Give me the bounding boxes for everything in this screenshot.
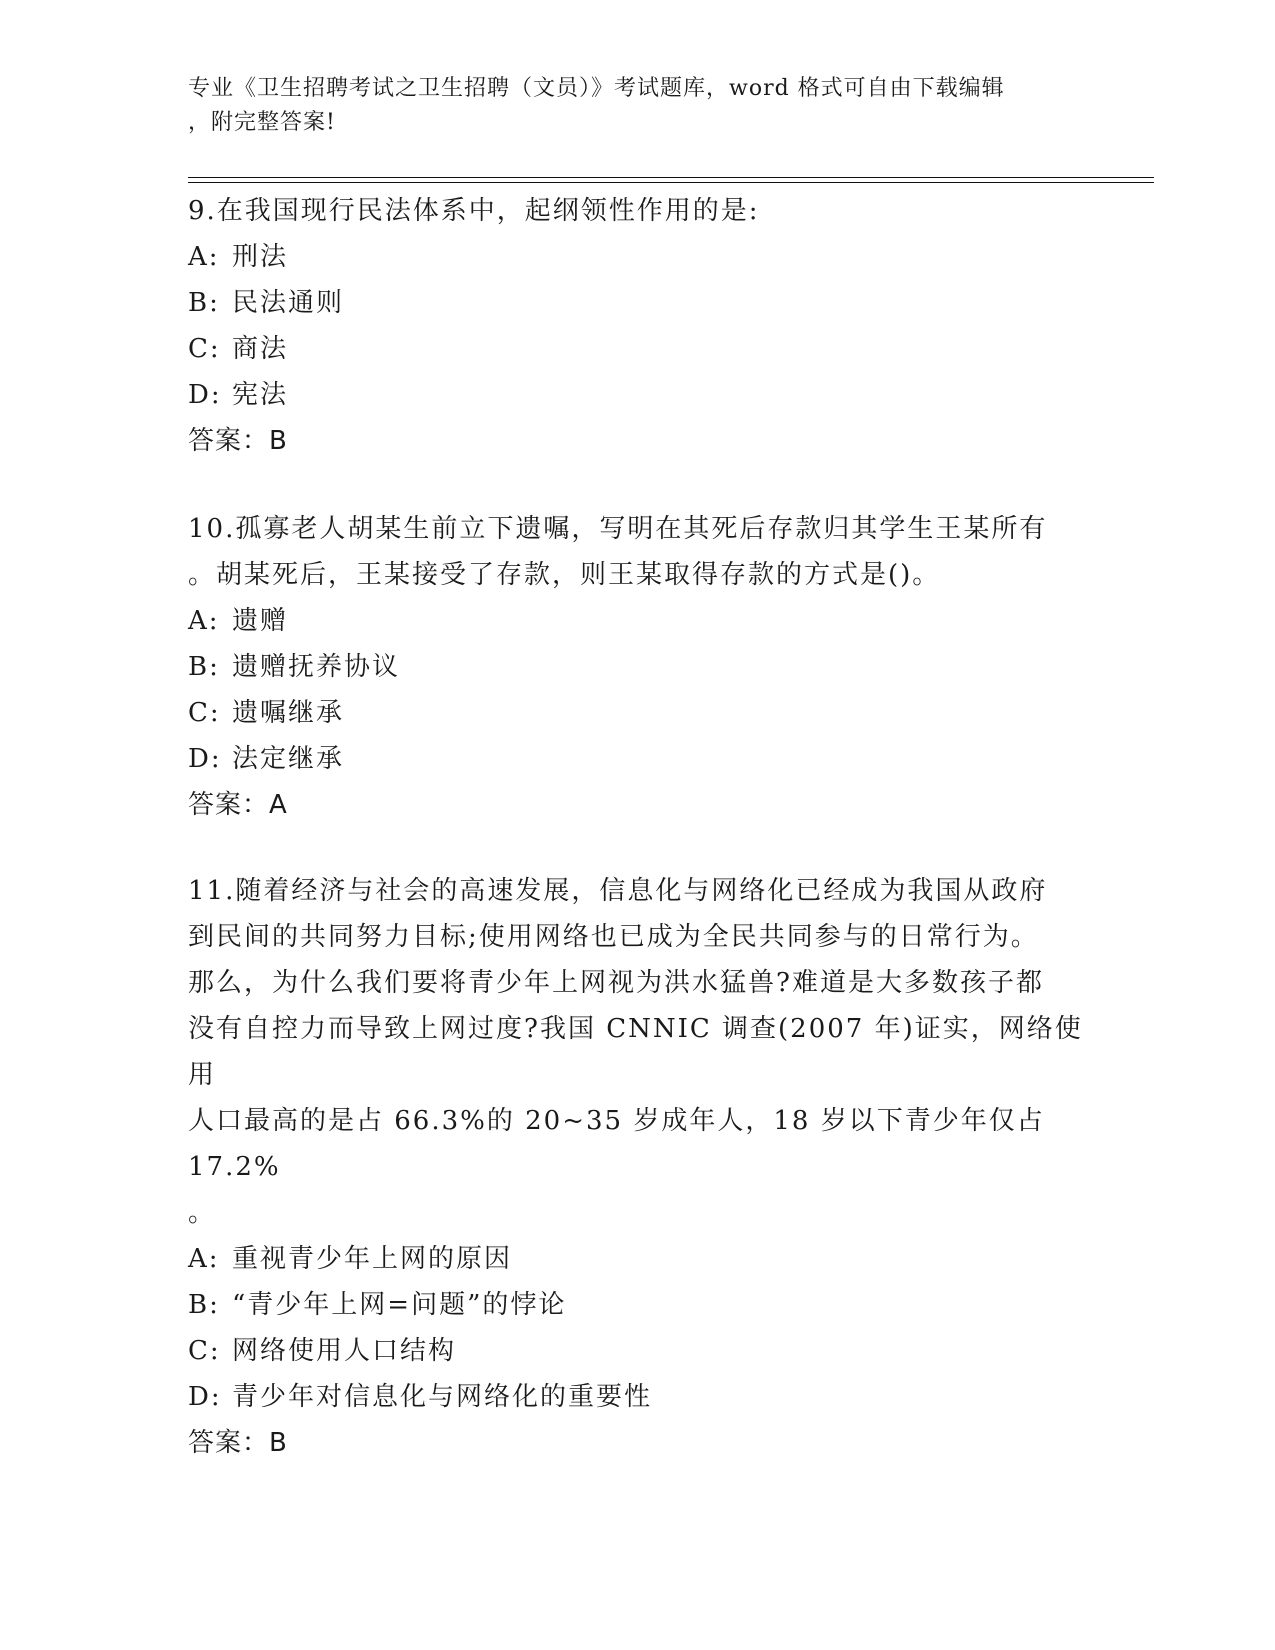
option-letter: B:: [188, 1290, 220, 1320]
header-divider-top: [188, 177, 1154, 178]
option-text: 青少年对信息化与网络化的重要性: [232, 1382, 653, 1412]
option-text: 重视青少年上网的原因: [232, 1244, 513, 1274]
option-letter: A:: [188, 1244, 220, 1274]
option-text: 刑法: [232, 242, 289, 272]
question-9: [188, 188, 1088, 464]
option-letter: D:: [188, 744, 222, 774]
answer-line: 答案：A: [188, 790, 288, 820]
question-stem-line: 10.孤寡老人胡某生前立下遗嘱，写明在其死后存款归其学生王某所有: [188, 514, 1048, 544]
option-text: 网络使用人口结构: [232, 1336, 457, 1366]
question-stem-line: 。胡某死后，王某接受了存款，则王某取得存款的方式是()。: [188, 560, 941, 590]
option-letter: D:: [188, 1382, 222, 1412]
question-stem-line: 人口最高的是占 66.3%的 20~35 岁成年人，18 岁以下青少年仅占 17.2%: [188, 1106, 1045, 1182]
question-stem-line: 。: [188, 1198, 217, 1228]
option-letter: A:: [188, 242, 220, 272]
option-c: [188, 1328, 1088, 1374]
question-stem-line: 到民间的共同努力目标;使用网络也已成为全民共同参与的日常行为。: [188, 922, 1039, 952]
option-d: [188, 736, 1088, 782]
option-d: [188, 1374, 1088, 1420]
option-letter: C:: [188, 334, 221, 364]
option-letter: C:: [188, 1336, 221, 1366]
option-c: [188, 326, 1088, 372]
header-line-1: 专业《卫生招聘考试之卫生招聘（文员）》考试题库，word 格式可自由下载编辑: [188, 76, 1005, 101]
option-b: [188, 280, 1088, 326]
question-10: [188, 506, 1088, 828]
option-text: 法定继承: [232, 744, 345, 774]
question-stem-line: 那么，为什么我们要将青少年上网视为洪水猛兽?难道是大多数孩子都: [188, 968, 1044, 998]
option-b: [188, 644, 1088, 690]
question-stem-line: 没有自控力而导致上网过度?我国 CNNIC 调查(2007 年)证实，网络使用: [188, 1014, 1083, 1090]
option-letter: B:: [188, 288, 220, 318]
option-letter: B:: [188, 652, 220, 682]
option-text: 商法: [232, 334, 289, 364]
option-text: 遗赠抚养协议: [232, 652, 401, 682]
option-text: “青少年上网=问题”的悖论: [232, 1290, 567, 1320]
option-letter: A:: [188, 606, 220, 636]
question-stem-line: 11.随着经济与社会的高速发展，信息化与网络化已经成为我国从政府: [188, 876, 1048, 906]
option-a: [188, 234, 1088, 280]
answer-line: 答案：B: [188, 1428, 288, 1458]
option-letter: C:: [188, 698, 221, 728]
document-header: [188, 72, 1088, 140]
option-text: 遗赠: [232, 606, 289, 636]
question-11: [188, 868, 1088, 1466]
option-text: 民法通则: [232, 288, 345, 318]
question-stem-line: 9.在我国现行民法体系中，起纲领性作用的是:: [188, 196, 760, 226]
option-c: [188, 690, 1088, 736]
option-a: [188, 1236, 1088, 1282]
header-divider-bottom: [188, 182, 1154, 183]
option-text: 遗嘱继承: [232, 698, 345, 728]
option-text: 宪法: [232, 380, 289, 410]
option-b: [188, 1282, 1088, 1328]
option-a: [188, 598, 1088, 644]
answer-line: 答案：B: [188, 426, 288, 456]
header-line-2: ，附完整答案!: [188, 110, 336, 135]
option-d: [188, 372, 1088, 418]
option-letter: D:: [188, 380, 222, 410]
